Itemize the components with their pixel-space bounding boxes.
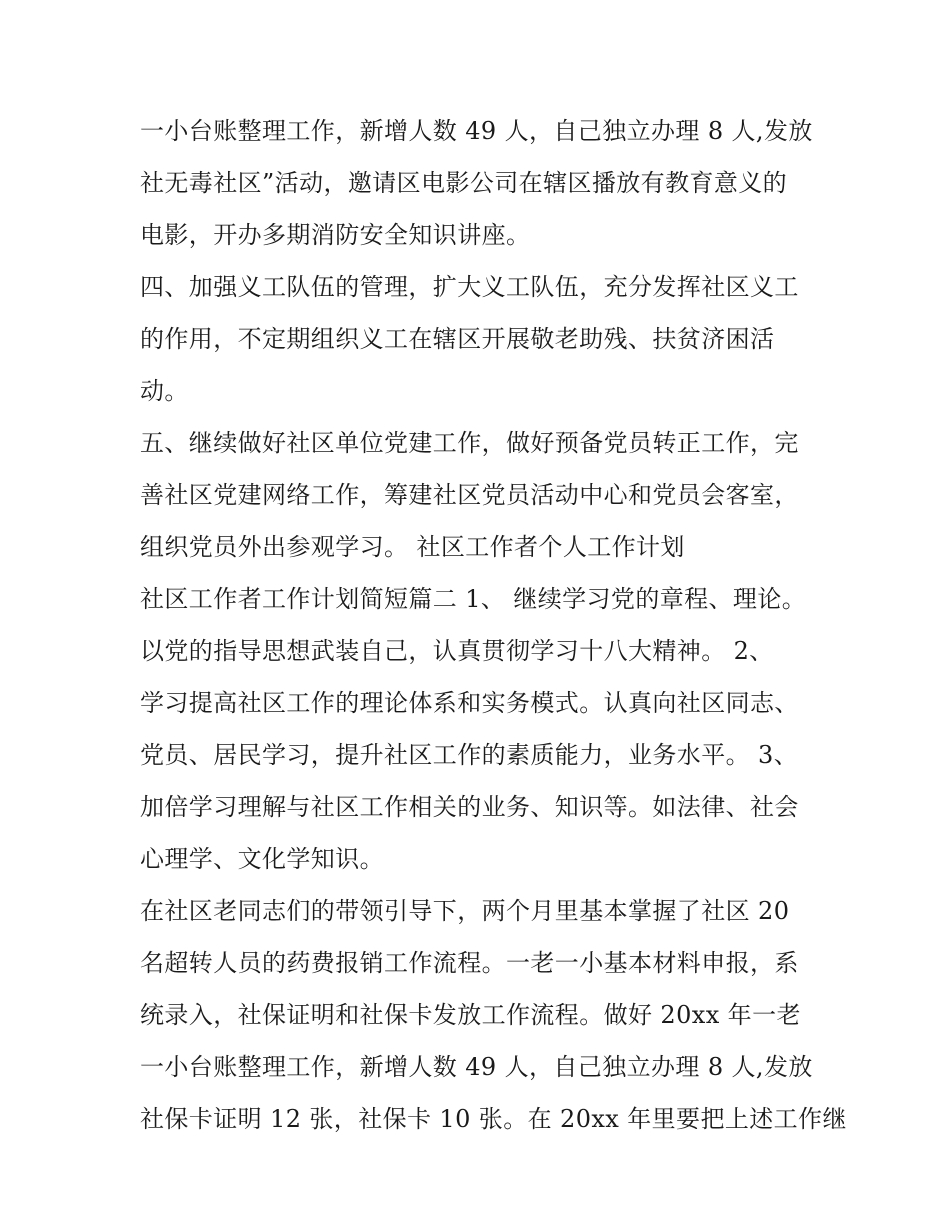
text-line: 社无毒社区”活动，邀请区电影公司在辖区播放有教育意义的 [140,169,788,197]
text-line: 五、继续做好社区单位党建工作，做好预备党员转正工作，完 [140,429,799,457]
text-line: 善社区党建网络工作，筹建社区党员活动中心和党员会客室， [140,481,799,509]
text-line: 社保卡证明 12 张，社保卡 10 张。在 20xx 年里要把上述工作继 [140,1105,847,1133]
text-line: 四、加强义工队伍的管理，扩大义工队伍，充分发挥社区义工 [140,273,799,301]
text-line: 动。 [140,377,189,405]
text-line: 组织党员外出参观学习。 社区工作者个人工作计划 [140,533,685,561]
text-line: 社区工作者工作计划简短篇二 1、 继续学习党的章程、理论。 [140,585,807,613]
text-line: 名超转人员的药费报销工作流程。一老一小基本材料申报，系 [140,949,799,977]
text-line: 党员、居民学习，提升社区工作的素质能力，业务水平。 3、 [140,741,799,769]
text-line: 心理学、文化学知识。 [140,845,384,873]
text-line: 的作用，不定期组织义工在辖区开展敬老助残、扶贫济困活 [140,325,775,353]
text-line: 一小台账整理工作，新增人数 49 人，自己独立办理 8 人,发放 [140,1053,813,1081]
text-line: 以党的指导思想武装自己，认真贯彻学习十八大精神。 2、 [140,637,774,665]
text-line: 统录入，社保证明和社保卡发放工作流程。做好 20xx 年一老 [140,1001,801,1029]
text-line: 加倍学习理解与社区工作相关的业务、知识等。如法律、社会 [140,793,799,821]
text-line: 在社区老同志们的带领引导下，两个月里基本掌握了社区 20 [140,897,790,925]
text-line: 电影，开办多期消防安全知识讲座。 [140,221,531,249]
text-line: 一小台账整理工作，新增人数 49 人，自己独立办理 8 人,发放 [140,117,813,145]
text-line: 学习提高社区工作的理论体系和实务模式。认真向社区同志、 [140,689,799,717]
document-body [140,105,847,1145]
